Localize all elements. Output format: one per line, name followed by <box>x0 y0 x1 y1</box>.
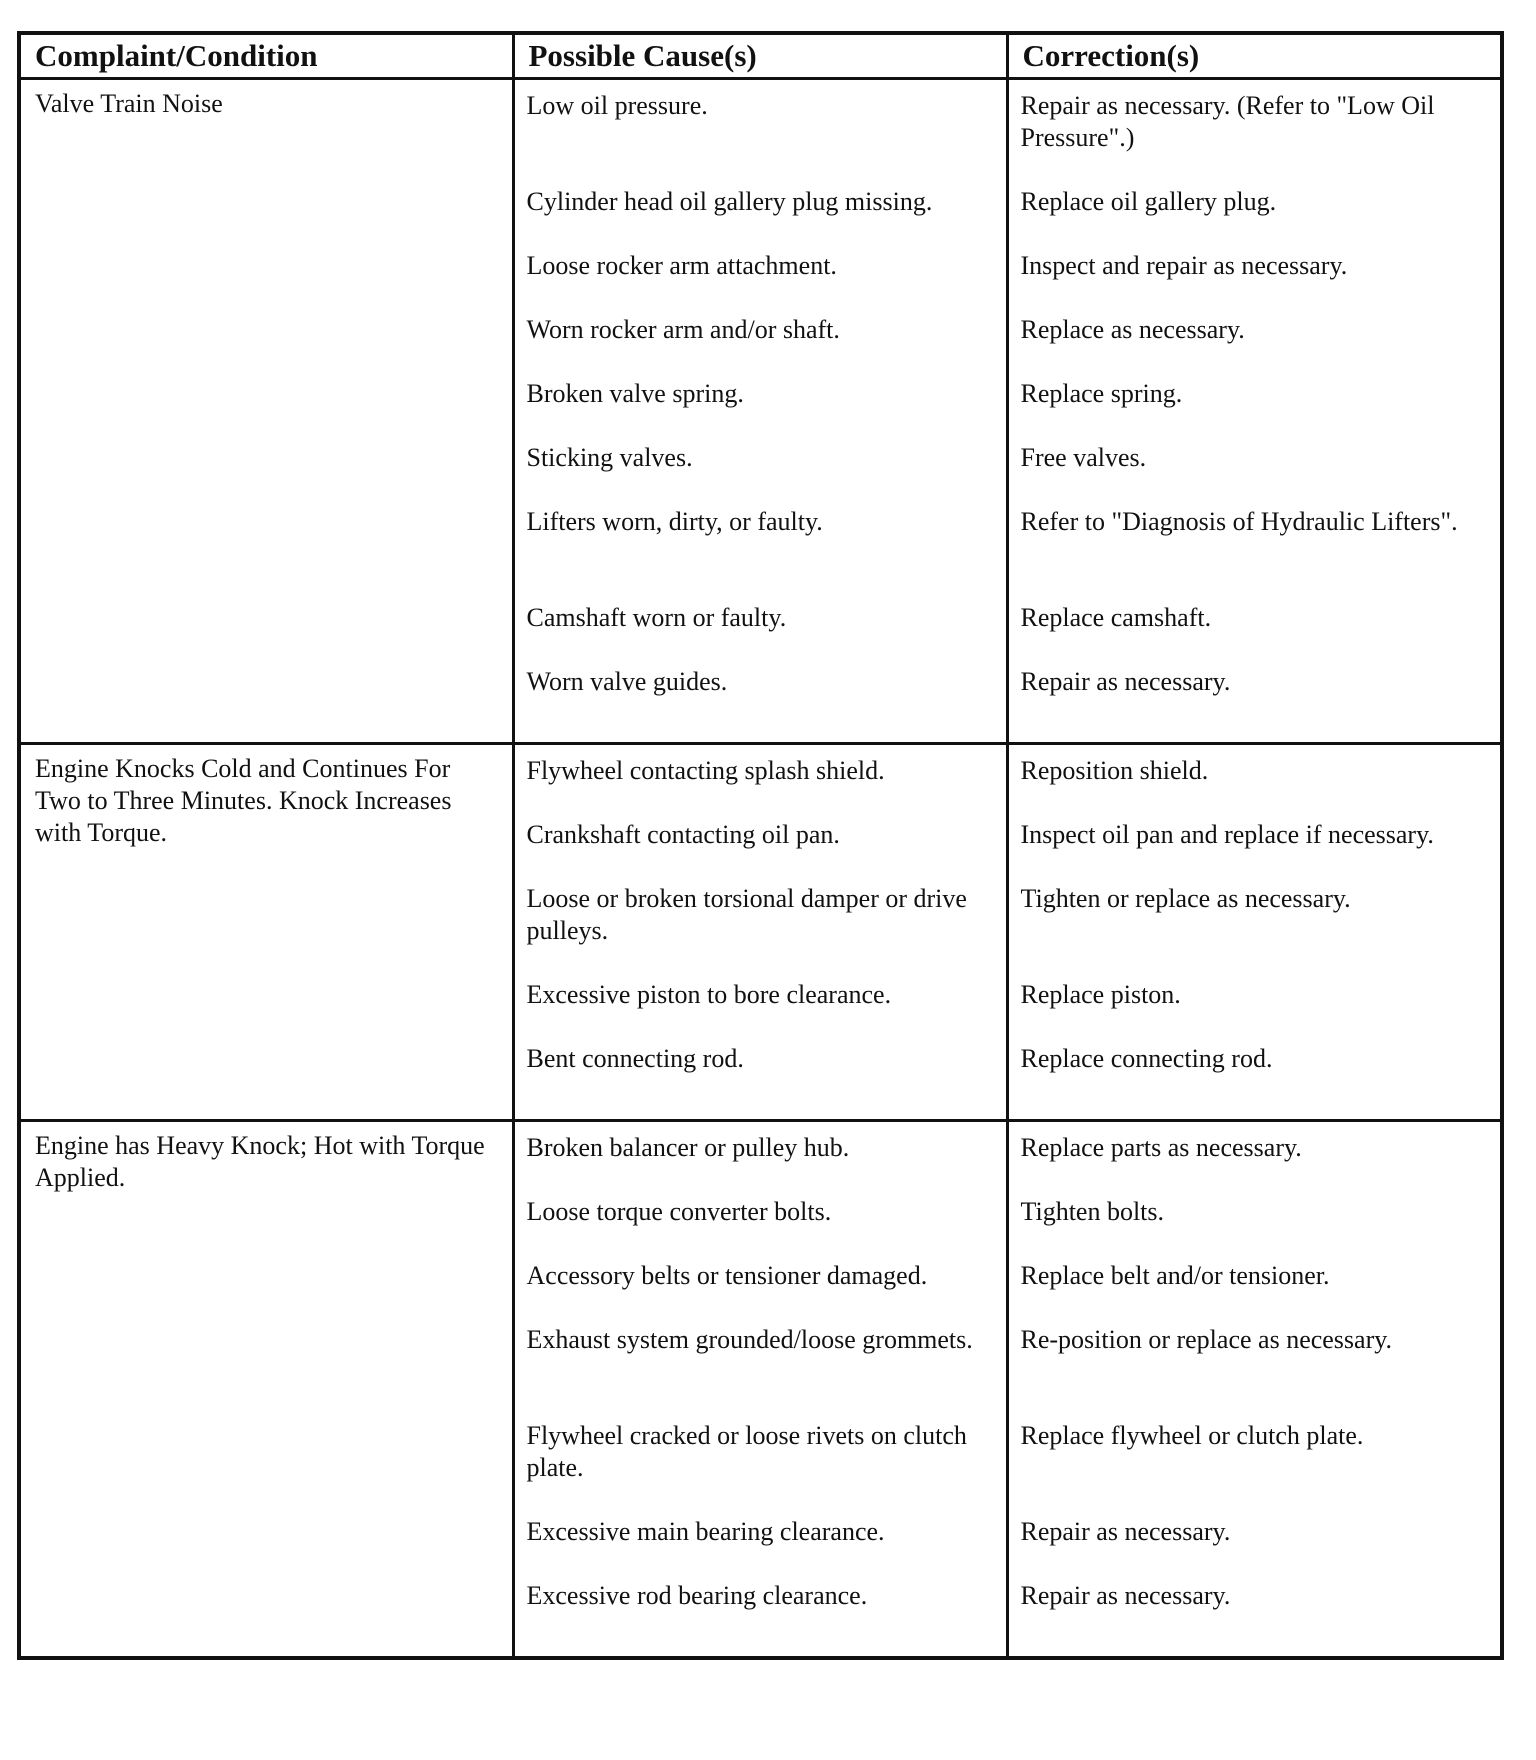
cause-cell <box>513 79 1007 744</box>
cause-item: Low oil pressure. <box>526 91 708 120</box>
correction-item: Repair as necessary. (Refer to "Low Oil Pressure".) <box>1020 91 1435 152</box>
correction-cell <box>1007 79 1502 744</box>
correction-cell <box>1007 1121 1502 1659</box>
correction-item: Replace as necessary. <box>1020 315 1245 344</box>
cause-item: Flywheel cracked or loose rivets on clutch plate. <box>526 1421 967 1482</box>
cause-item: Accessory belts or tensioner damaged. <box>526 1261 928 1290</box>
correction-item: Replace parts as necessary. <box>1020 1133 1302 1162</box>
correction-item: Reposition shield. <box>1020 756 1209 785</box>
cause-cell <box>513 1121 1007 1659</box>
header-cause: Possible Cause(s) <box>513 33 1007 79</box>
cause-item: Bent connecting rod. <box>526 1044 744 1073</box>
correction-item: Tighten bolts. <box>1020 1197 1165 1226</box>
correction-item: Repair as necessary. <box>1020 667 1231 696</box>
correction-item: Inspect and repair as necessary. <box>1020 251 1348 280</box>
correction-item: Tighten or replace as necessary. <box>1020 884 1351 913</box>
cause-cell <box>513 744 1007 1121</box>
cause-item: Broken valve spring. <box>526 379 744 408</box>
cause-item: Crankshaft contacting oil pan. <box>526 820 840 849</box>
cause-item: Camshaft worn or faulty. <box>526 603 787 632</box>
cause-item: Worn rocker arm and/or shaft. <box>526 315 840 344</box>
correction-item: Replace flywheel or clutch plate. <box>1020 1421 1364 1450</box>
cause-item: Excessive rod bearing clearance. <box>526 1581 868 1610</box>
correction-item: Inspect oil pan and replace if necessary. <box>1020 820 1434 849</box>
cause-item: Excessive piston to bore clearance. <box>526 980 892 1009</box>
correction-item: Replace piston. <box>1020 980 1181 1009</box>
header-correction: Correction(s) <box>1007 33 1502 79</box>
complaint-cell: Engine has Heavy Knock; Hot with Torque Applied. <box>19 1121 513 1659</box>
correction-item: Replace camshaft. <box>1020 603 1212 632</box>
correction-item: Replace belt and/or tensioner. <box>1020 1261 1330 1290</box>
cause-item: Loose or broken torsional damper or drive pulleys. <box>526 884 967 945</box>
correction-item: Refer to "Diagnosis of Hydraulic Lifters". <box>1020 507 1458 536</box>
cause-item: Exhaust system grounded/loose grommets. <box>526 1325 973 1354</box>
cause-item: Worn valve guides. <box>526 667 728 696</box>
correction-item: Repair as necessary. <box>1020 1581 1231 1610</box>
header-complaint: Complaint/Condition <box>19 33 513 79</box>
cause-item: Cylinder head oil gallery plug missing. <box>526 187 933 216</box>
table-row <box>19 1121 1502 1659</box>
diagnosis-table <box>17 31 1504 1660</box>
complaint-cell: Valve Train Noise <box>19 79 513 744</box>
correction-item: Repair as necessary. <box>1020 1517 1231 1546</box>
cause-item: Loose rocker arm attachment. <box>526 251 837 280</box>
cause-item: Loose torque converter bolts. <box>526 1197 832 1226</box>
table-row <box>19 744 1502 1121</box>
correction-item: Free valves. <box>1020 443 1147 472</box>
cause-item: Lifters worn, dirty, or faulty. <box>526 507 823 536</box>
correction-item: Replace spring. <box>1020 379 1183 408</box>
cause-item: Broken balancer or pulley hub. <box>526 1133 850 1162</box>
correction-item: Re-position or replace as necessary. <box>1020 1325 1393 1354</box>
cause-item: Flywheel contacting splash shield. <box>526 756 885 785</box>
cause-item: Excessive main bearing clearance. <box>526 1517 885 1546</box>
header-row <box>19 33 1502 79</box>
table-row <box>19 79 1502 744</box>
troubleshooting-document <box>17 31 1500 1660</box>
correction-cell <box>1007 744 1502 1121</box>
correction-item: Replace oil gallery plug. <box>1020 187 1277 216</box>
cause-item: Sticking valves. <box>526 443 693 472</box>
complaint-cell: Engine Knocks Cold and Continues For Two to Three Minutes. Knock Increases with Torque. <box>19 744 513 1121</box>
correction-item: Replace connecting rod. <box>1020 1044 1273 1073</box>
